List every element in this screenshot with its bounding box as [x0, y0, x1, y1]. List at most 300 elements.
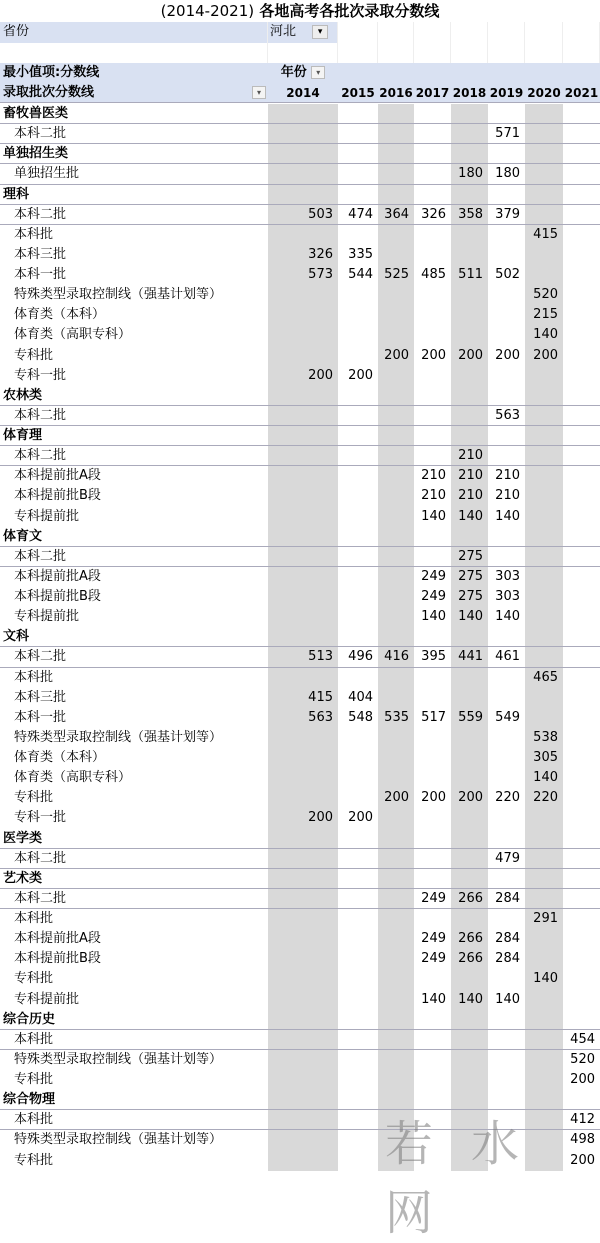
- value-cell-2016[interactable]: [378, 124, 414, 144]
- value-cell-2014[interactable]: [268, 185, 338, 205]
- value-cell-2020[interactable]: [525, 1070, 563, 1090]
- value-cell-2014[interactable]: 573: [268, 265, 338, 285]
- value-cell-2021[interactable]: [563, 808, 600, 828]
- value-cell-2014[interactable]: [268, 829, 338, 849]
- value-cell-2019[interactable]: 284: [495, 931, 520, 947]
- value-cell-2019[interactable]: 220: [495, 790, 520, 806]
- group-row[interactable]: [0, 1010, 600, 1030]
- value-cell-2018[interactable]: [451, 869, 488, 889]
- value-cell-2017[interactable]: 395: [414, 647, 451, 667]
- table-row[interactable]: [0, 1070, 600, 1090]
- value-cell-2018[interactable]: [451, 527, 488, 547]
- value-cell-2020[interactable]: 305: [525, 748, 563, 768]
- table-row[interactable]: [0, 446, 600, 466]
- value-cell-2021[interactable]: [563, 486, 600, 506]
- value-cell-2020[interactable]: [525, 869, 563, 889]
- value-cell-2019[interactable]: [488, 185, 525, 205]
- value-cell-2015[interactable]: [338, 909, 378, 929]
- value-cell-2016[interactable]: [378, 949, 414, 969]
- value-cell-2014[interactable]: [268, 325, 338, 345]
- value-cell-2020[interactable]: [525, 164, 563, 184]
- value-cell-2019[interactable]: [488, 225, 525, 245]
- table-row[interactable]: [0, 607, 600, 627]
- value-cell-2018[interactable]: [451, 627, 488, 647]
- value-cell-2020[interactable]: [525, 486, 563, 506]
- value-cell-2014[interactable]: 563: [268, 708, 338, 728]
- value-cell-2020[interactable]: 215: [525, 305, 563, 325]
- group-row[interactable]: [0, 185, 600, 205]
- value-cell-2019[interactable]: 461: [488, 647, 525, 667]
- table-row[interactable]: [0, 205, 600, 225]
- table-row[interactable]: [0, 466, 600, 486]
- value-cell-2017[interactable]: [414, 627, 451, 647]
- value-cell-2015[interactable]: [338, 1110, 378, 1130]
- value-cell-2021[interactable]: [563, 265, 600, 285]
- value-cell-2015[interactable]: [338, 285, 378, 305]
- table-row[interactable]: [0, 688, 600, 708]
- value-cell-2015[interactable]: [338, 466, 378, 486]
- value-cell-2014[interactable]: [268, 144, 338, 164]
- value-cell-2015[interactable]: 200: [348, 367, 373, 383]
- value-cell-2015[interactable]: [338, 164, 378, 184]
- value-cell-2020[interactable]: [525, 104, 563, 124]
- table-row[interactable]: [0, 547, 600, 567]
- value-cell-2017[interactable]: [414, 668, 451, 688]
- value-cell-2015[interactable]: [338, 1130, 378, 1150]
- value-cell-2017[interactable]: 200: [421, 790, 446, 806]
- value-cell-2017[interactable]: [414, 325, 451, 345]
- value-cell-2016[interactable]: [378, 446, 414, 466]
- table-row[interactable]: [0, 366, 600, 386]
- value-cell-2018[interactable]: 210: [451, 486, 488, 506]
- group-row[interactable]: [0, 104, 600, 124]
- value-cell-2021[interactable]: [563, 164, 600, 184]
- value-cell-2019[interactable]: 140: [495, 991, 520, 1007]
- value-cell-2019[interactable]: 140: [495, 609, 520, 625]
- value-cell-2015[interactable]: [338, 124, 378, 144]
- value-cell-2019[interactable]: [488, 366, 525, 386]
- value-cell-2017[interactable]: [414, 527, 451, 547]
- value-cell-2016[interactable]: 416: [378, 647, 414, 667]
- table-row[interactable]: [0, 346, 600, 366]
- value-cell-2020[interactable]: 520: [525, 285, 563, 305]
- value-cell-2019[interactable]: 210: [495, 488, 520, 504]
- value-cell-2021[interactable]: [563, 527, 600, 547]
- value-cell-2018[interactable]: [451, 1070, 488, 1090]
- value-cell-2017[interactable]: [414, 406, 451, 426]
- value-cell-2018[interactable]: 358: [451, 205, 488, 225]
- value-cell-2015[interactable]: [338, 587, 378, 607]
- value-cell-2014[interactable]: 326: [268, 245, 338, 265]
- value-cell-2017[interactable]: [414, 849, 451, 869]
- value-cell-2020[interactable]: [525, 627, 563, 647]
- value-cell-2021[interactable]: [563, 225, 600, 245]
- value-cell-2014[interactable]: [268, 668, 338, 688]
- value-cell-2014[interactable]: [268, 889, 338, 909]
- value-cell-2016[interactable]: 535: [378, 708, 414, 728]
- value-cell-2018[interactable]: 210: [451, 466, 488, 486]
- value-cell-2014[interactable]: [268, 909, 338, 929]
- value-cell-2015[interactable]: [338, 386, 378, 406]
- value-cell-2018[interactable]: [451, 406, 488, 426]
- value-cell-2015[interactable]: [338, 567, 378, 587]
- value-cell-2015[interactable]: [338, 748, 378, 768]
- value-cell-2020[interactable]: [525, 708, 563, 728]
- value-cell-2018[interactable]: [451, 144, 488, 164]
- value-cell-2017[interactable]: [414, 386, 451, 406]
- value-cell-2021[interactable]: 200: [570, 1152, 595, 1168]
- value-cell-2018[interactable]: 140: [451, 990, 488, 1010]
- value-cell-2016[interactable]: [378, 869, 414, 889]
- value-cell-2016[interactable]: [378, 1010, 414, 1030]
- value-cell-2021[interactable]: [563, 124, 600, 144]
- value-cell-2015[interactable]: [338, 1090, 378, 1110]
- value-cell-2020[interactable]: 291: [525, 909, 563, 929]
- value-cell-2018[interactable]: [451, 225, 488, 245]
- table-row[interactable]: [0, 668, 600, 688]
- value-cell-2017[interactable]: [414, 728, 451, 748]
- table-row[interactable]: [0, 647, 600, 667]
- value-cell-2016[interactable]: [378, 849, 414, 869]
- value-cell-2018[interactable]: [451, 386, 488, 406]
- value-cell-2017[interactable]: 210: [421, 468, 446, 484]
- value-cell-2021[interactable]: [563, 728, 600, 748]
- value-cell-2017[interactable]: 249: [421, 568, 446, 584]
- value-cell-2016[interactable]: [378, 627, 414, 647]
- value-cell-2017[interactable]: [414, 768, 451, 788]
- table-row[interactable]: [0, 305, 600, 325]
- value-cell-2017[interactable]: [414, 144, 451, 164]
- value-cell-2021[interactable]: [563, 889, 600, 909]
- value-cell-2021[interactable]: [563, 547, 600, 567]
- value-cell-2016[interactable]: [378, 406, 414, 426]
- value-cell-2015[interactable]: [338, 607, 378, 627]
- table-row[interactable]: [0, 990, 600, 1010]
- value-cell-2019[interactable]: [488, 285, 525, 305]
- value-cell-2016[interactable]: [378, 808, 414, 828]
- value-cell-2015[interactable]: [338, 990, 378, 1010]
- value-cell-2020[interactable]: [525, 929, 563, 949]
- value-cell-2014[interactable]: [268, 486, 338, 506]
- value-cell-2017[interactable]: 517: [421, 709, 446, 725]
- value-cell-2017[interactable]: [414, 124, 451, 144]
- value-cell-2021[interactable]: [563, 647, 600, 667]
- value-cell-2017[interactable]: [414, 104, 451, 124]
- value-cell-2015[interactable]: [338, 1070, 378, 1090]
- value-cell-2015[interactable]: [338, 305, 378, 325]
- value-cell-2020[interactable]: [525, 587, 563, 607]
- value-cell-2018[interactable]: 140: [451, 507, 488, 527]
- value-cell-2019[interactable]: [488, 1010, 525, 1030]
- value-cell-2021[interactable]: [563, 386, 600, 406]
- value-cell-2018[interactable]: [451, 185, 488, 205]
- value-cell-2014[interactable]: [268, 305, 338, 325]
- value-cell-2015[interactable]: 548: [348, 709, 373, 725]
- value-cell-2021[interactable]: [563, 144, 600, 164]
- value-cell-2021[interactable]: [563, 949, 600, 969]
- value-cell-2020[interactable]: [525, 406, 563, 426]
- value-cell-2015[interactable]: 496: [338, 647, 378, 667]
- value-cell-2016[interactable]: [378, 386, 414, 406]
- value-cell-2017[interactable]: [414, 808, 451, 828]
- value-cell-2018[interactable]: [451, 325, 488, 345]
- value-cell-2016[interactable]: 200: [378, 788, 414, 808]
- value-cell-2015[interactable]: 200: [348, 810, 373, 826]
- value-cell-2019[interactable]: 571: [488, 124, 525, 144]
- value-cell-2018[interactable]: [451, 1010, 488, 1030]
- value-cell-2018[interactable]: [451, 104, 488, 124]
- value-cell-2018[interactable]: 210: [451, 446, 488, 466]
- value-cell-2021[interactable]: 412: [563, 1110, 600, 1130]
- value-cell-2019[interactable]: 180: [488, 164, 525, 184]
- value-cell-2014[interactable]: [268, 990, 338, 1010]
- value-cell-2019[interactable]: [488, 688, 525, 708]
- value-cell-2019[interactable]: [488, 547, 525, 567]
- table-row[interactable]: [0, 889, 600, 909]
- value-cell-2014[interactable]: [268, 1151, 338, 1171]
- value-cell-2014[interactable]: [268, 104, 338, 124]
- value-cell-2019[interactable]: 303: [495, 589, 520, 604]
- table-row[interactable]: [0, 808, 600, 828]
- table-row[interactable]: [0, 567, 600, 587]
- value-cell-2019[interactable]: [488, 144, 525, 164]
- value-cell-2018[interactable]: 275: [451, 567, 488, 587]
- value-cell-2015[interactable]: 335: [348, 246, 373, 262]
- group-row[interactable]: [0, 527, 600, 547]
- value-cell-2017[interactable]: [414, 225, 451, 245]
- value-cell-2015[interactable]: 474: [338, 205, 378, 225]
- value-cell-2017[interactable]: 249: [421, 589, 446, 604]
- value-cell-2018[interactable]: [451, 366, 488, 386]
- value-cell-2018[interactable]: 140: [451, 607, 488, 627]
- value-cell-2015[interactable]: [338, 849, 378, 869]
- value-cell-2014[interactable]: [268, 1070, 338, 1090]
- value-cell-2016[interactable]: [378, 144, 414, 164]
- value-cell-2016[interactable]: [378, 929, 414, 949]
- value-cell-2021[interactable]: [563, 627, 600, 647]
- value-cell-2019[interactable]: [488, 426, 525, 446]
- table-row[interactable]: [0, 587, 600, 607]
- column-field-cell[interactable]: [268, 63, 338, 83]
- value-cell-2019[interactable]: [488, 869, 525, 889]
- value-cell-2014[interactable]: [268, 225, 338, 245]
- value-cell-2020[interactable]: 220: [525, 788, 563, 808]
- value-cell-2019[interactable]: [488, 748, 525, 768]
- value-cell-2019[interactable]: [488, 245, 525, 265]
- value-cell-2017[interactable]: [414, 446, 451, 466]
- value-cell-2017[interactable]: 485: [421, 267, 446, 282]
- value-cell-2016[interactable]: [378, 969, 414, 989]
- value-cell-2018[interactable]: [451, 969, 488, 989]
- value-cell-2018[interactable]: [451, 829, 488, 849]
- value-cell-2017[interactable]: [414, 688, 451, 708]
- value-cell-2015[interactable]: [338, 627, 378, 647]
- value-cell-2014[interactable]: [268, 547, 338, 567]
- table-row[interactable]: [0, 788, 600, 808]
- value-cell-2016[interactable]: 364: [378, 205, 414, 225]
- value-cell-2015[interactable]: [338, 788, 378, 808]
- value-cell-2015[interactable]: [338, 969, 378, 989]
- value-cell-2018[interactable]: 511: [451, 265, 488, 285]
- value-cell-2016[interactable]: [378, 305, 414, 325]
- value-cell-2020[interactable]: [525, 205, 563, 225]
- value-cell-2019[interactable]: [488, 305, 525, 325]
- value-cell-2018[interactable]: [451, 849, 488, 869]
- value-cell-2015[interactable]: [338, 346, 378, 366]
- value-cell-2020[interactable]: 140: [525, 325, 563, 345]
- value-cell-2017[interactable]: 249: [421, 951, 446, 967]
- value-cell-2019[interactable]: [488, 325, 525, 345]
- value-cell-2019[interactable]: [488, 1030, 525, 1050]
- value-cell-2018[interactable]: [451, 245, 488, 265]
- value-cell-2020[interactable]: [525, 366, 563, 386]
- value-cell-2014[interactable]: [268, 527, 338, 547]
- row-field-dropdown-icon[interactable]: ▾: [252, 86, 266, 99]
- value-cell-2016[interactable]: [378, 466, 414, 486]
- value-cell-2014[interactable]: 513: [268, 647, 338, 667]
- value-cell-2014[interactable]: [268, 788, 338, 808]
- value-cell-2017[interactable]: [414, 1050, 451, 1070]
- value-cell-2017[interactable]: [414, 969, 451, 989]
- value-cell-2015[interactable]: [338, 668, 378, 688]
- value-cell-2019[interactable]: [488, 768, 525, 788]
- value-cell-2021[interactable]: [563, 446, 600, 466]
- value-cell-2020[interactable]: [525, 1030, 563, 1050]
- value-cell-2021[interactable]: [563, 969, 600, 989]
- value-cell-2021[interactable]: [563, 245, 600, 265]
- group-row[interactable]: [0, 426, 600, 446]
- value-cell-2014[interactable]: [268, 587, 338, 607]
- value-cell-2019[interactable]: [488, 909, 525, 929]
- value-cell-2018[interactable]: [451, 728, 488, 748]
- value-cell-2016[interactable]: [378, 225, 414, 245]
- value-cell-2021[interactable]: [563, 205, 600, 225]
- value-cell-2021[interactable]: 520: [570, 1051, 595, 1067]
- value-cell-2014[interactable]: [268, 627, 338, 647]
- value-cell-2016[interactable]: [378, 547, 414, 567]
- value-cell-2018[interactable]: 275: [451, 547, 488, 567]
- table-row[interactable]: [0, 1050, 600, 1070]
- value-cell-2016[interactable]: [378, 587, 414, 607]
- value-cell-2015[interactable]: [338, 829, 378, 849]
- value-cell-2018[interactable]: 441: [451, 647, 488, 667]
- value-cell-2015[interactable]: [338, 768, 378, 788]
- value-cell-2019[interactable]: 479: [488, 849, 525, 869]
- value-cell-2015[interactable]: 404: [348, 689, 373, 705]
- value-cell-2017[interactable]: [414, 285, 451, 305]
- value-cell-2016[interactable]: [378, 567, 414, 587]
- value-cell-2021[interactable]: [563, 607, 600, 627]
- value-cell-2016[interactable]: [378, 607, 414, 627]
- value-cell-2016[interactable]: [378, 688, 414, 708]
- value-cell-2019[interactable]: [488, 104, 525, 124]
- value-cell-2018[interactable]: 275: [451, 587, 488, 607]
- table-row[interactable]: [0, 225, 600, 245]
- value-cell-2014[interactable]: [268, 346, 338, 366]
- value-cell-2014[interactable]: [268, 929, 338, 949]
- value-cell-2019[interactable]: [488, 1070, 525, 1090]
- value-cell-2016[interactable]: [378, 426, 414, 446]
- value-cell-2014[interactable]: [268, 869, 338, 889]
- table-row[interactable]: [0, 768, 600, 788]
- table-row[interactable]: [0, 708, 600, 728]
- value-cell-2021[interactable]: [563, 466, 600, 486]
- value-cell-2021[interactable]: [563, 849, 600, 869]
- value-cell-2014[interactable]: [268, 446, 338, 466]
- value-cell-2017[interactable]: 140: [421, 609, 446, 625]
- value-cell-2019[interactable]: [488, 668, 525, 688]
- group-row[interactable]: [0, 386, 600, 406]
- value-cell-2017[interactable]: [414, 185, 451, 205]
- value-cell-2021[interactable]: [563, 829, 600, 849]
- table-row[interactable]: [0, 748, 600, 768]
- value-cell-2019[interactable]: [488, 446, 525, 466]
- value-cell-2021[interactable]: [563, 929, 600, 949]
- value-cell-2014[interactable]: [268, 748, 338, 768]
- value-cell-2017[interactable]: 140: [421, 508, 446, 524]
- value-cell-2019[interactable]: [488, 728, 525, 748]
- value-cell-2020[interactable]: 465: [525, 668, 563, 688]
- value-cell-2019[interactable]: 284: [495, 951, 520, 967]
- value-cell-2015[interactable]: [338, 728, 378, 748]
- value-cell-2016[interactable]: [378, 285, 414, 305]
- table-row[interactable]: [0, 929, 600, 949]
- value-cell-2016[interactable]: [378, 990, 414, 1010]
- table-row[interactable]: [0, 285, 600, 305]
- value-cell-2016[interactable]: [378, 1070, 414, 1090]
- value-cell-2021[interactable]: [563, 909, 600, 929]
- value-cell-2016[interactable]: [378, 728, 414, 748]
- value-cell-2016[interactable]: [378, 768, 414, 788]
- value-cell-2019[interactable]: [488, 527, 525, 547]
- value-cell-2019[interactable]: [488, 969, 525, 989]
- value-cell-2020[interactable]: [525, 446, 563, 466]
- value-cell-2015[interactable]: [338, 446, 378, 466]
- table-row[interactable]: [0, 265, 600, 285]
- value-cell-2019[interactable]: 502: [495, 267, 520, 282]
- value-cell-2020[interactable]: [525, 808, 563, 828]
- value-cell-2021[interactable]: [563, 567, 600, 587]
- table-row[interactable]: [0, 486, 600, 506]
- value-cell-2019[interactable]: [488, 808, 525, 828]
- value-cell-2014[interactable]: [268, 849, 338, 869]
- value-cell-2021[interactable]: [563, 688, 600, 708]
- value-cell-2016[interactable]: [378, 1050, 414, 1070]
- value-cell-2021[interactable]: [563, 366, 600, 386]
- value-cell-2017[interactable]: [414, 366, 451, 386]
- value-cell-2019[interactable]: 210: [495, 468, 520, 484]
- value-cell-2016[interactable]: [378, 829, 414, 849]
- value-cell-2019[interactable]: [488, 829, 525, 849]
- value-cell-2014[interactable]: 415: [268, 688, 338, 708]
- value-cell-2014[interactable]: [268, 567, 338, 587]
- value-cell-2016[interactable]: [378, 245, 414, 265]
- value-cell-2020[interactable]: [525, 245, 563, 265]
- filter-funnel-icon[interactable]: ▾: [312, 25, 328, 39]
- value-cell-2017[interactable]: 249: [414, 889, 451, 909]
- value-cell-2017[interactable]: 140: [421, 991, 446, 1007]
- value-cell-2020[interactable]: [525, 849, 563, 869]
- value-cell-2015[interactable]: [338, 507, 378, 527]
- value-cell-2019[interactable]: [488, 386, 525, 406]
- value-cell-2019[interactable]: 379: [488, 205, 525, 225]
- value-cell-2016[interactable]: [378, 889, 414, 909]
- value-cell-2015[interactable]: [338, 949, 378, 969]
- table-row[interactable]: [0, 164, 600, 184]
- value-cell-2015[interactable]: [338, 869, 378, 889]
- value-cell-2021[interactable]: [563, 869, 600, 889]
- value-cell-2014[interactable]: [268, 406, 338, 426]
